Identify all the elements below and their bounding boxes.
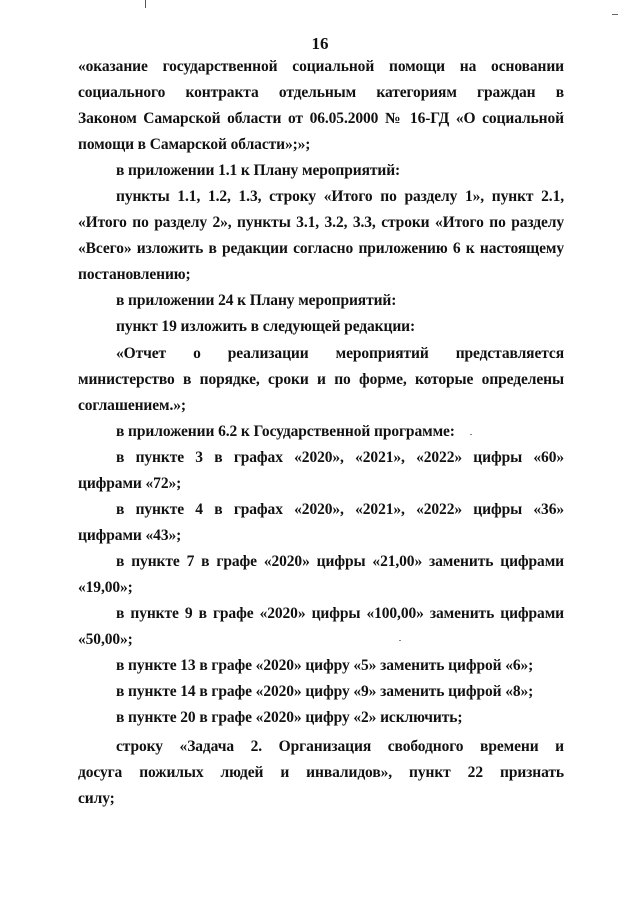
paragraph-line: соглашением.»; — [78, 397, 186, 414]
paragraph-line: пункты 1.1, 1.2, 1.3, строку «Итого по разделу 1», пункт 2.1, — [116, 188, 564, 205]
paragraph-line: в пункте 9 в графе «2020» цифры «100,00» заменить цифрами — [116, 605, 564, 622]
paragraph-line: в приложении 6.2 к Государственной программе: — [116, 423, 455, 440]
paragraph-line: социального контракта отдельным категориям граждан в — [78, 84, 564, 101]
paragraph-line: в приложении 1.1 к Плану мероприятий: — [116, 162, 401, 179]
paragraph-line: силу; — [78, 790, 115, 807]
paragraph-line: пункт 19 изложить в следующей редакции: — [116, 318, 416, 335]
paragraph-line: в пункте 14 в графе «2020» цифру «9» заменить цифрой «8»; — [116, 683, 534, 700]
paragraph-line: Законом Самарской области от 06.05.2000 № 16-ГД «О социальной — [78, 110, 564, 127]
paragraph-line: в пункте 20 в графе «2020» цифру «2» исключить; — [116, 709, 463, 726]
paragraph-line: «оказание государственной социальной помощи на основании — [78, 58, 564, 75]
paragraph-line: цифрами «43»; — [78, 527, 182, 544]
paragraph-line: в пункте 13 в графе «2020» цифру «5» заменить цифрой «6»; — [116, 657, 534, 674]
paragraph-line: в пункте 3 в графах «2020», «2021», «2022» цифры «60» — [116, 449, 564, 466]
paragraph-line: в пункте 7 в графе «2020» цифры «21,00» заменить цифрами — [116, 553, 564, 570]
page-number: 16 — [311, 34, 329, 53]
paragraph-line: в пункте 4 в графах «2020», «2021», «2022» цифры «36» — [116, 501, 564, 518]
paragraph-line: строку «Задача 2. Организация свободного времени и — [116, 738, 564, 755]
paragraph-line: в приложении 24 к Плану мероприятий: — [116, 292, 397, 309]
paragraph-line: «50,00»; — [78, 631, 133, 648]
scan-artifact-top — [145, 0, 146, 8]
scan-artifact-right — [612, 14, 618, 15]
paragraph-line: цифрами «72»; — [78, 475, 182, 492]
paragraph-line: «Итого по разделу 2», пункты 3.1, 3.2, 3.3, строки «Итого по разделу — [78, 214, 564, 231]
paragraph-line: «Всего» изложить в редакции согласно приложению 6 к настоящему — [78, 240, 564, 257]
paragraph-line: помощи в Самарской области»;»; — [78, 136, 311, 153]
paragraph-line: «Отчет о реализации мероприятий представляется — [116, 345, 564, 362]
paragraph-line: «19,00»; — [78, 579, 133, 596]
paragraph-line: постановлению; — [78, 266, 191, 283]
paragraph-line: досуга пожилых людей и инвалидов», пункт 22 признать — [78, 764, 564, 781]
paragraph-line: министерство в порядке, сроки и по форме, которые определены — [78, 371, 564, 388]
